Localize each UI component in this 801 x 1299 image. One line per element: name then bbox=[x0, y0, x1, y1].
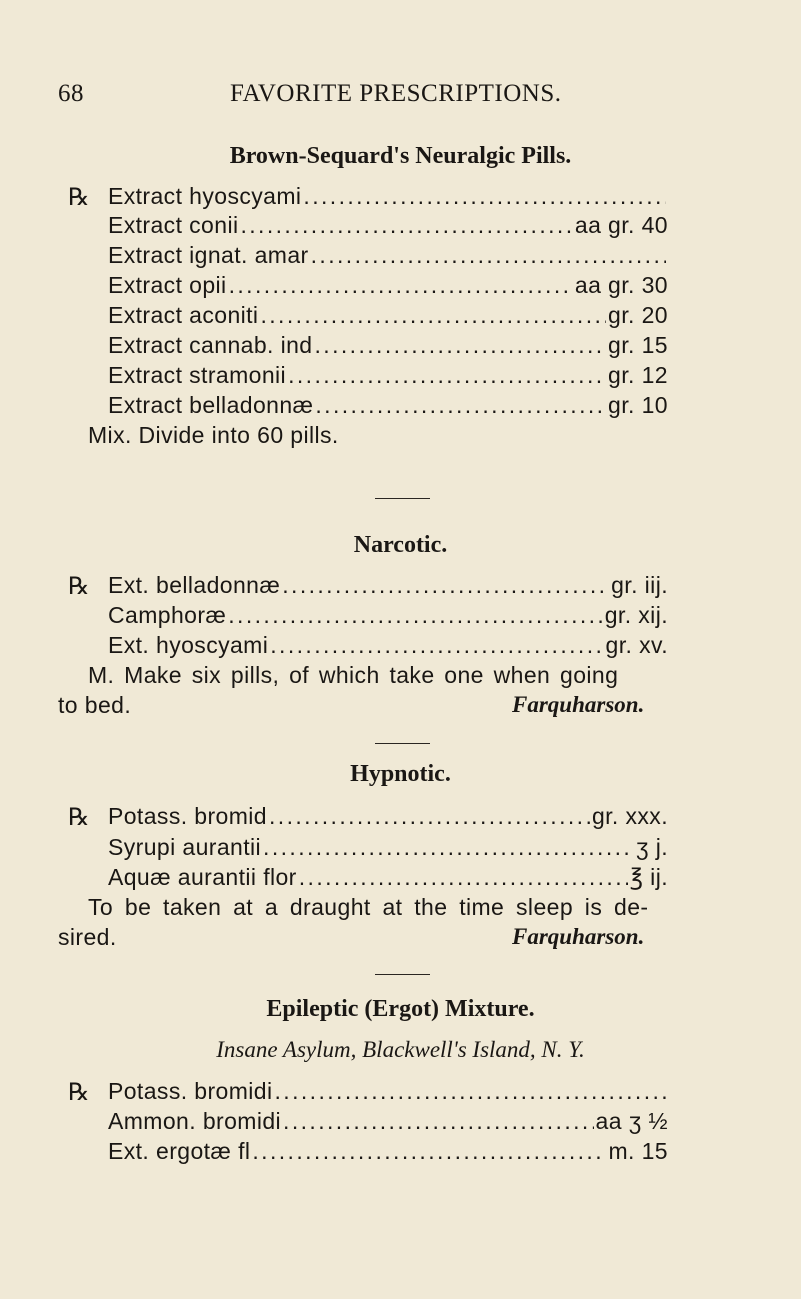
ingredient-quantity: m. 15 bbox=[608, 1138, 668, 1164]
section-subtitle: Insane Asylum, Blackwell's Island, N. Y. bbox=[216, 1037, 585, 1062]
directions-text: M. Make six pills, of which take one when going bbox=[88, 662, 619, 688]
leader-dots bbox=[269, 803, 590, 830]
leader-dots bbox=[288, 362, 606, 389]
ingredient-name: Ext. ergotæ fl bbox=[108, 1138, 251, 1164]
ingredient-quantity: aa ʒ ½ bbox=[595, 1108, 668, 1134]
directions-text: To be taken at a draught at the time sleep is de- bbox=[88, 894, 649, 920]
ingredient-row bbox=[68, 1138, 668, 1168]
page-number: 68 bbox=[58, 80, 84, 107]
ingredient-quantity: gr. 20 bbox=[608, 302, 668, 328]
ingredient-row bbox=[68, 302, 668, 332]
leader-dots bbox=[303, 183, 666, 210]
ingredient-quantity: gr. xij. bbox=[604, 602, 668, 628]
ingredient-name: Extract hyoscyami bbox=[108, 183, 302, 209]
section-title: Hypnotic. bbox=[350, 761, 451, 787]
ingredient-name: Ammon. bromidi bbox=[108, 1108, 282, 1134]
ingredient-row bbox=[68, 212, 668, 242]
ingredient-name: Camphoræ bbox=[108, 602, 227, 628]
ingredient-row bbox=[68, 272, 668, 302]
ingredient-name: Potass. bromid bbox=[108, 803, 267, 829]
ingredient-name: Extract ignat. amar bbox=[108, 242, 309, 268]
leader-dots bbox=[260, 302, 606, 329]
ingredient-name: Extract belladonnæ bbox=[108, 392, 314, 418]
ingredient-quantity: gr. xxx. bbox=[591, 803, 668, 829]
ingredient-row bbox=[68, 602, 668, 632]
ingredient-row bbox=[68, 1078, 668, 1108]
recipe-icon: ℞ bbox=[68, 803, 90, 831]
leader-dots bbox=[228, 602, 602, 629]
ingredient-quantity: gr. 15 bbox=[608, 332, 668, 358]
ingredient-quantity: aa gr. 30 bbox=[574, 272, 668, 298]
ingredient-row bbox=[68, 242, 668, 272]
ingredient-name: Extract cannab. ind bbox=[108, 332, 313, 358]
section-divider bbox=[375, 498, 430, 499]
section-divider bbox=[375, 743, 430, 744]
ingredient-name: Ext. hyoscyami bbox=[108, 632, 269, 658]
section-title: Brown-Sequard's Neuralgic Pills. bbox=[229, 143, 572, 169]
leader-dots bbox=[299, 864, 628, 891]
ingredient-name: Syrupi aurantii bbox=[108, 834, 262, 860]
leader-dots bbox=[270, 632, 603, 659]
ingredient-quantity: gr. xv. bbox=[605, 632, 668, 658]
directions-text: to bed. bbox=[58, 692, 132, 718]
section-title: Epileptic (Ergot) Mixture. bbox=[266, 996, 535, 1022]
recipe-icon: ℞ bbox=[68, 572, 90, 600]
ingredient-row bbox=[68, 834, 668, 864]
leader-dots bbox=[315, 332, 607, 359]
leader-dots bbox=[275, 1078, 666, 1105]
ingredient-row bbox=[68, 632, 668, 662]
leader-dots bbox=[240, 212, 572, 239]
leader-dots bbox=[229, 272, 573, 299]
ingredient-row bbox=[68, 1108, 668, 1138]
ingredient-row bbox=[68, 362, 668, 392]
directions-text: Mix. Divide into 60 pills. bbox=[88, 422, 339, 448]
ingredient-row bbox=[68, 392, 668, 422]
ingredient-row bbox=[68, 803, 668, 833]
leader-dots bbox=[282, 572, 609, 599]
ingredient-name: Extract opii bbox=[108, 272, 227, 298]
attribution: Farquharson. bbox=[512, 692, 645, 717]
section-title: Narcotic. bbox=[353, 532, 448, 558]
leader-dots bbox=[252, 1138, 606, 1165]
leader-dots bbox=[311, 242, 666, 269]
recipe-icon: ℞ bbox=[68, 1078, 90, 1106]
ingredient-quantity: gr. iij. bbox=[611, 572, 668, 598]
ingredient-name: Aquæ aurantii flor bbox=[108, 864, 297, 890]
ingredient-name: Potass. bromidi bbox=[108, 1078, 273, 1104]
ingredient-row bbox=[68, 572, 668, 602]
ingredient-quantity: ʒ j. bbox=[635, 834, 668, 860]
section-divider bbox=[375, 974, 430, 975]
ingredient-name: Ext. belladonnæ bbox=[108, 572, 281, 598]
ingredient-row bbox=[68, 864, 668, 894]
ingredient-quantity: aa gr. 40 bbox=[574, 212, 668, 238]
recipe-icon: ℞ bbox=[68, 183, 90, 211]
leader-dots bbox=[263, 834, 634, 861]
ingredient-quantity: gr. 10 bbox=[608, 392, 668, 418]
ingredient-name: Extract stramonii bbox=[108, 362, 287, 388]
ingredient-name: Extract conii bbox=[108, 212, 239, 238]
ingredient-row bbox=[68, 332, 668, 362]
leader-dots bbox=[283, 1108, 593, 1135]
directions-text: sired. bbox=[58, 924, 117, 950]
ingredient-name: Extract aconiti bbox=[108, 302, 259, 328]
attribution: Farquharson. bbox=[512, 924, 645, 949]
leader-dots bbox=[315, 392, 606, 419]
ingredient-row bbox=[68, 183, 668, 213]
ingredient-quantity: ℥ ij. bbox=[629, 864, 668, 890]
running-title: FAVORITE PRESCRIPTIONS. bbox=[230, 80, 562, 107]
ingredient-quantity: gr. 12 bbox=[608, 362, 668, 388]
